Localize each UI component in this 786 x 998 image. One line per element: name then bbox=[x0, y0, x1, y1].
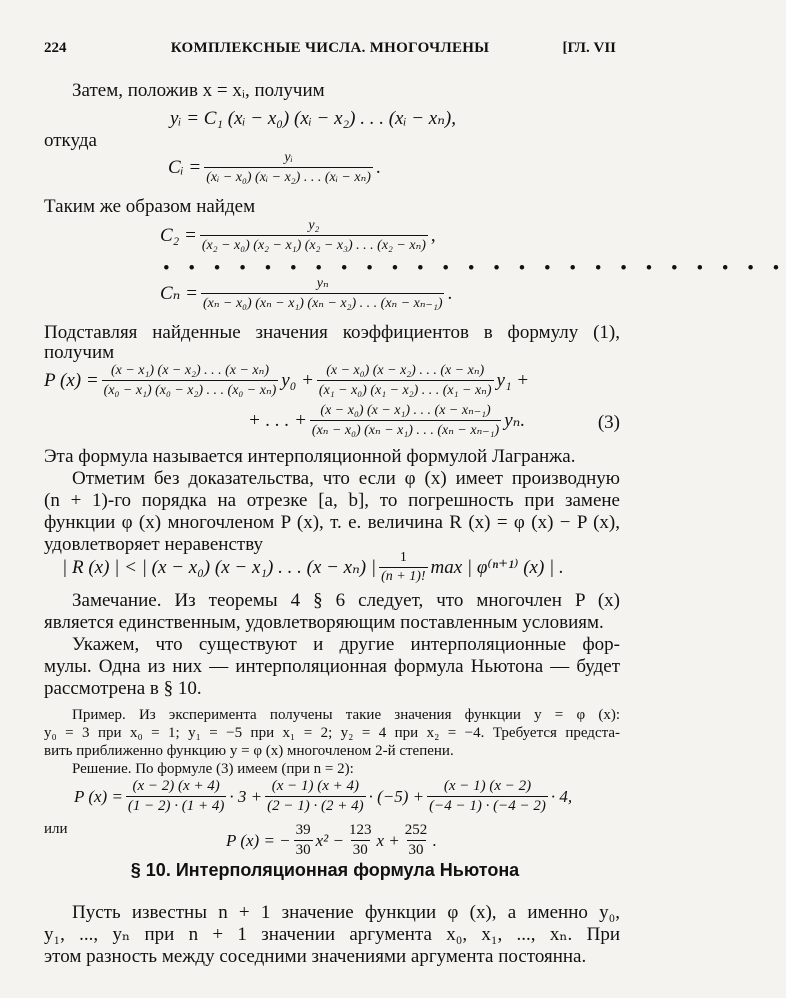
formula-lhs: P (x) = − bbox=[226, 830, 291, 850]
fraction bbox=[200, 218, 428, 254]
numerator: 252 bbox=[404, 822, 428, 838]
formula-example-p bbox=[74, 778, 572, 815]
example-line: Пример. Из эксперимента получены такие значения функции y = φ (x): bbox=[72, 707, 620, 723]
term: + . . . + bbox=[248, 409, 307, 431]
numerator: (x − x₁) (x − x₂) . . . (x − xₙ) bbox=[110, 363, 269, 378]
text-line: откуда bbox=[44, 130, 97, 151]
running-header bbox=[44, 40, 616, 60]
denominator: (x₂ − x₀) (x₂ − x₁) (x₂ − x₃) . . . (x₂ − xₙ) bbox=[200, 235, 428, 254]
denominator: (−4 − 1) · (−4 − 2) bbox=[429, 798, 546, 814]
text-line: удовлетворяет неравенству bbox=[44, 534, 264, 555]
text-line: Замечание. Из теоремы 4 § 6 следует, что многочлен P (x) bbox=[72, 590, 620, 611]
text-line: Затем, положив x = xᵢ, получим bbox=[72, 80, 325, 101]
denominator: 30 bbox=[408, 842, 424, 858]
running-title: КОМПЛЕКСНЫЕ ЧИСЛА. МНОГОЧЛЕНЫ bbox=[170, 40, 490, 56]
term: · 3 + bbox=[229, 786, 263, 806]
numerator: 123 bbox=[349, 822, 372, 838]
text-line: является единственным, удовлетворяющим поставленным условиям. bbox=[44, 612, 604, 633]
numerator: (x − 1) (x + 4) bbox=[271, 778, 360, 794]
numerator: 1 bbox=[399, 550, 407, 565]
numerator: (x − x₀) (x − x₁) . . . (x − xₙ₋₁) bbox=[320, 403, 491, 418]
text-line: Пусть известны n + 1 значение функции φ (x), а именно y₀, bbox=[72, 902, 620, 923]
example-line: вить приближенно функцию y = φ (x) многочленом 2-й степени. bbox=[44, 743, 454, 759]
text-line: мулы. Одна из них — интерполяционная формула Ньютона — будет bbox=[44, 656, 620, 677]
text-line: Подставляя найденные значения коэффициентов в формулу (1), bbox=[44, 322, 620, 343]
numerator: yₙ bbox=[316, 276, 329, 291]
numerator: (x − x₀) (x − x₂) . . . (x − xₙ) bbox=[326, 363, 485, 378]
numerator: 39 bbox=[295, 822, 311, 838]
text-line: функции φ (x) многочленом P (x), т. е. величина R (x) = φ (x) − P (x), bbox=[44, 512, 620, 533]
term: . bbox=[432, 830, 437, 850]
formula-lhs: C₂ = bbox=[160, 225, 197, 246]
denominator: (x₀ − x₁) (x₀ − x₂) . . . (x₀ − xₙ) bbox=[102, 380, 279, 399]
fraction bbox=[310, 402, 501, 439]
denominator: (xₙ − x₀) (xₙ − x₁) (xₙ − x₂) . . . (xₙ − xₙ₋₁) bbox=[201, 293, 445, 312]
fraction bbox=[379, 550, 427, 585]
text-line: этом разность между соседними значениями аргумента постоянна. bbox=[44, 946, 587, 967]
denominator: 30 bbox=[352, 842, 368, 858]
text-line: Отметим без доказательства, что если φ (x) имеет производную bbox=[72, 468, 620, 489]
text-line: или bbox=[44, 821, 68, 837]
term: x + bbox=[376, 830, 400, 850]
formula-lhs: | R (x) | < | (x − x₀) (x − x₁) . . . (x − xₙ) | bbox=[62, 557, 377, 578]
fraction bbox=[204, 150, 373, 186]
fraction bbox=[126, 778, 226, 815]
numerator: (x − 2) (x + 4) bbox=[132, 778, 220, 794]
fraction bbox=[294, 822, 313, 859]
denominator: (n + 1)! bbox=[381, 569, 426, 584]
formula-yi: yᵢ = C₁ (xᵢ − x₀) (xᵢ − x₂) . . . (xᵢ − xₙ), bbox=[170, 108, 456, 129]
numerator: y₂ bbox=[308, 218, 320, 233]
formula-lagrange-line1 bbox=[44, 362, 529, 399]
text-line: получим bbox=[44, 342, 115, 363]
text-line: (n + 1)-го порядка на отрезке [a, b], то погрешность при замене bbox=[44, 490, 620, 511]
term: · (−5) + bbox=[368, 786, 425, 806]
denominator: (1 − 2) · (1 + 4) bbox=[127, 798, 225, 814]
text-line: рассмотрена в § 10. bbox=[44, 678, 202, 699]
fraction bbox=[201, 275, 445, 312]
term: yₙ. bbox=[504, 410, 526, 431]
formula-lagrange-line2 bbox=[248, 402, 620, 439]
text-line: Укажем, что существуют и другие интерполяционные фор- bbox=[72, 634, 620, 655]
example-line: y₀ = 3 при x₀ = 1; y₁ = −5 при x₁ = 2; y₂ = 4 при x₂ = −4. Требуется предста- bbox=[44, 725, 620, 741]
formula-error-bound bbox=[62, 550, 564, 585]
formula-c2: C₂ = $\frac{\text{y₂}}{\text{(x₂ − x₀) (x₂ − x₁) (x₂ − x₃) . . . (x₂ − xₙ)}}$ , bbox=[160, 218, 436, 253]
chapter-label: [ГЛ. VII bbox=[562, 40, 616, 56]
equation-number: (3) bbox=[597, 412, 620, 433]
numerator: yᵢ bbox=[284, 150, 293, 165]
formula-lhs: P (x) = bbox=[44, 369, 99, 391]
fraction bbox=[265, 778, 365, 815]
fraction bbox=[102, 362, 279, 399]
fraction bbox=[427, 778, 548, 815]
dot-leader: • • • • • • • • • • • • • • • • • • • • • • • • • bbox=[163, 258, 786, 279]
denominator: (x₁ − x₀) (x₁ − x₂) . . . (x₁ − xₙ) bbox=[317, 380, 494, 399]
formula-ci: Cᵢ = $\frac{\text{yᵢ}}{\text{(xᵢ − x₀) (xᵢ − x₂) . . . (xᵢ − xₙ)}}$ . bbox=[168, 150, 381, 185]
term: max | φ⁽ⁿ⁺¹⁾ (x) | . bbox=[430, 557, 564, 578]
denominator: (xᵢ − x₀) (xᵢ − x₂) . . . (xᵢ − xₙ) bbox=[204, 167, 373, 186]
fraction bbox=[403, 822, 430, 859]
term: y₀ + bbox=[281, 369, 314, 391]
formula-cn: Cₙ = $\frac{\text{yₙ}}{\text{(xₙ − x₀) (xₙ − x₁) (xₙ − x₂) . . . (xₙ − xₙ₋₁)}}$ . bbox=[160, 276, 453, 311]
text-line: Таким же образом найдем bbox=[44, 196, 256, 217]
example-line: Решение. По формуле (3) имеем (при n = 2): bbox=[72, 761, 354, 777]
term: x² − bbox=[315, 830, 345, 850]
formula-lhs: P (x) = bbox=[74, 786, 123, 806]
formula-example-result bbox=[226, 822, 437, 859]
term: · 4, bbox=[550, 786, 573, 806]
numerator: (x − 1) (x − 2) bbox=[443, 778, 532, 794]
fraction bbox=[347, 822, 374, 859]
denominator: (xₙ − x₀) (xₙ − x₁) . . . (xₙ − xₙ₋₁) bbox=[310, 420, 501, 439]
fraction bbox=[317, 362, 494, 399]
denominator: (2 − 1) · (2 + 4) bbox=[267, 798, 364, 814]
page-number: 224 bbox=[44, 40, 67, 56]
section-heading: § 10. Интерполяционная формула Ньютона bbox=[130, 860, 520, 880]
text-line: Эта формула называется интерполяционной формулой Лагранжа. bbox=[44, 446, 576, 467]
formula-lhs: Cᵢ = bbox=[168, 157, 202, 178]
text-line: y₁, ..., yₙ при n + 1 значении аргумента x₀, x₁, ..., xₙ. При bbox=[44, 924, 620, 945]
denominator: 30 bbox=[295, 842, 311, 858]
formula-lhs: Cₙ = bbox=[160, 283, 198, 304]
term: y₁ + bbox=[496, 369, 530, 391]
